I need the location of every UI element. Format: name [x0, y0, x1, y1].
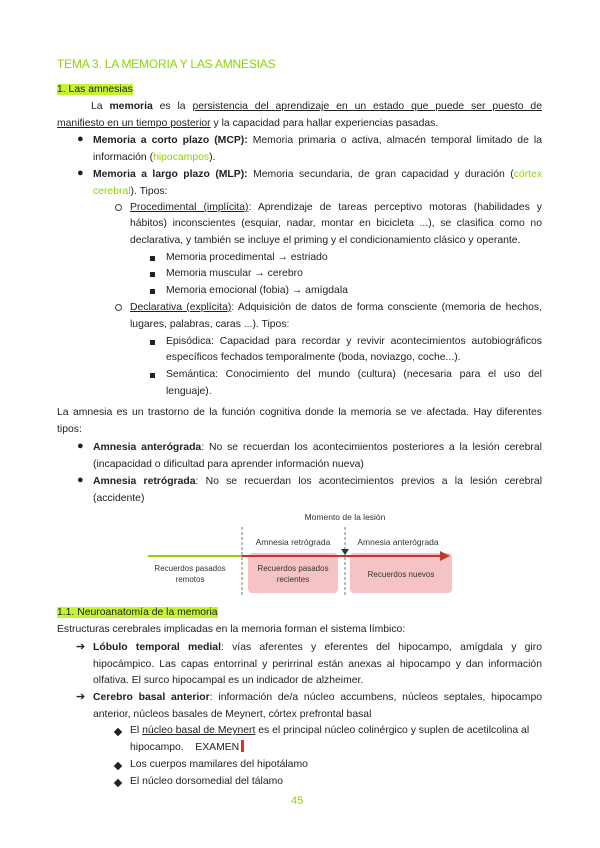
lesion-arrow-icon — [341, 549, 349, 555]
arrow-bullet-icon: ➔ — [76, 641, 86, 653]
dorsomedial-line: El núcleo dorsomedial del tálamo — [130, 776, 284, 787]
mlp-line-1: Memoria a largo plazo (MLP): Memoria secundaria, de gran capacidad y duración (córtex — [93, 169, 543, 180]
episodica-line-2: específicos fechados temporalmente (boda, noviazgo, coche...). — [166, 352, 461, 363]
recent-text-2: recientes — [276, 575, 310, 584]
retrograda-line-1: Amnesia retrógrada: No se recuerdan los acontecimientos previos a la lesión cerebral — [93, 476, 542, 487]
bullet-dot-icon: ● — [77, 474, 84, 486]
lobulo-line-1: Lóbulo temporal medial: vías aferentes y eferentes del hipocampo, amígdala y giro — [93, 642, 542, 653]
mcp-line-2: información (hipocampos). — [93, 152, 216, 163]
meynert-line-1: El núcleo basal de Meynert es el principal núcleo colinérgico y suplen de acetilcolina al — [130, 725, 530, 736]
bullet-dot-icon: ● — [77, 167, 84, 179]
past-remote-text-2: remotos — [175, 575, 205, 584]
square-bullet-icon — [150, 272, 155, 277]
episodica-line-1: Episódica: Capacidad para recordar y revivir acontecimientos autobiográficos — [166, 336, 542, 347]
antero-label: Amnesia anterógrada — [357, 537, 439, 547]
proc-line-3: declarativa, y también se incluye el priming y el condicionamiento clásico y operante. — [130, 235, 521, 246]
retro-label: Amnesia retrógrada — [255, 537, 331, 547]
page-number: 45 — [291, 795, 304, 807]
amnesia-line-1: La amnesia es un trastorno de la función cognitiva donde la memoria se ve afectada. Hay diferentes — [57, 407, 542, 418]
section-heading-text: 1. Las amnesias — [57, 84, 133, 95]
mcp-line-1: Memoria a corto plazo (MCP): Memoria primaria o activa, almacén temporal limitado de la — [93, 135, 542, 146]
square-bullet-icon — [150, 373, 155, 378]
lobulo-line-3: olfativa. El surco hipocampal es un indicador de alzheimer. — [93, 675, 364, 686]
s11-intro: Estructuras cerebrales implicadas en la memoria forman el sistema límbico: — [57, 624, 406, 635]
section-heading-neuroanatomia — [57, 607, 218, 618]
highlight-mark-icon — [241, 740, 244, 752]
past-remote-text-1: Recuerdos pasados — [154, 564, 226, 573]
semantica-line-1: Semántica: Conocimiento del mundo (cultura) (necesaria para el uso del — [166, 369, 542, 380]
proc-line-1: Procedimental (implícita): Aprendizaje de tareas perceptivo motoras (habilidades y — [130, 202, 542, 213]
lobulo-line-2: hipocámpico. Las capas entorrinal y perirrinal están anexas al hipocampo y dan información — [93, 659, 542, 670]
new-text: Recuerdos nuevos — [367, 570, 435, 579]
section-heading-text: 1.1. Neuroanatomía de la memoria — [57, 607, 218, 618]
exam-note: EXAMEN — [195, 742, 240, 753]
cerebro-line-2: anterior, núcleos basales de Meynert, córtex prefrontal basal — [93, 709, 372, 720]
document-title: TEMA 3. LA MEMORIA Y LAS AMNESIAS — [57, 57, 276, 71]
proc-item: Memoria emocional (fobia) → amígdala — [166, 285, 348, 296]
anterograda-line-2: (incapacidad o dificultad para aprender información nueva) — [93, 459, 364, 470]
retrograda-line-2: (accidente) — [93, 493, 145, 504]
square-bullet-icon — [150, 289, 155, 294]
mlp-line-2: cerebral). Tipos: — [93, 186, 168, 197]
recent-text-1: Recuerdos pasados — [257, 564, 329, 573]
moment-label: Momento de la lesión — [304, 512, 386, 522]
amnesia-timeline-diagram — [140, 505, 480, 600]
diamond-bullet-icon — [114, 728, 122, 736]
bullet-dot-icon: ● — [77, 440, 84, 452]
hollow-bullet-icon — [115, 304, 122, 311]
hollow-bullet-icon — [115, 204, 122, 211]
mamilares-line: Los cuerpos mamilares del hipotálamo — [130, 759, 308, 770]
decl-line-1: Declarativa (explícita): Adquisición de datos de forma consciente (memoria de hechos, — [130, 302, 542, 313]
intro-line-2: manifiesto en un tiempo posterior y la capacidad para hallar experiencias pasadas. — [57, 118, 439, 129]
square-bullet-icon — [150, 256, 155, 261]
bullet-dot-icon: ● — [77, 133, 84, 145]
semantica-line-2: lenguaje). — [166, 386, 212, 397]
cerebro-line-1: Cerebro basal anterior: información de/a núcleo accumbens, núcleos septales, hipocampo — [93, 692, 542, 703]
decl-line-2: lugares, palabras, caras ...). Tipos: — [130, 319, 290, 330]
diamond-bullet-icon — [114, 779, 122, 787]
square-bullet-icon — [150, 340, 155, 345]
anterograda-line-1: Amnesia anterógrada: No se recuerdan los acontecimientos posteriores a la lesión cerebral — [93, 442, 542, 453]
intro-line-1: La memoria es la persistencia del aprendizaje en un estado que puede ser puesto de — [91, 101, 542, 112]
amnesia-line-2: tipos: — [57, 424, 82, 435]
diamond-bullet-icon — [114, 762, 122, 770]
proc-item: Memoria muscular → cerebro — [166, 268, 303, 279]
arrow-bullet-icon: ➔ — [76, 691, 86, 703]
proc-item: Memoria procedimental → estriado — [166, 252, 328, 263]
proc-line-2: hábitos) inconscientes (esquiar, nadar, montar en bicicleta ...), se clasifica como no — [130, 218, 542, 229]
section-heading-amnesias — [57, 84, 133, 95]
recent-memories-box — [248, 553, 338, 593]
meynert-line-2: hipocampo. EXAMEN — [130, 740, 244, 757]
